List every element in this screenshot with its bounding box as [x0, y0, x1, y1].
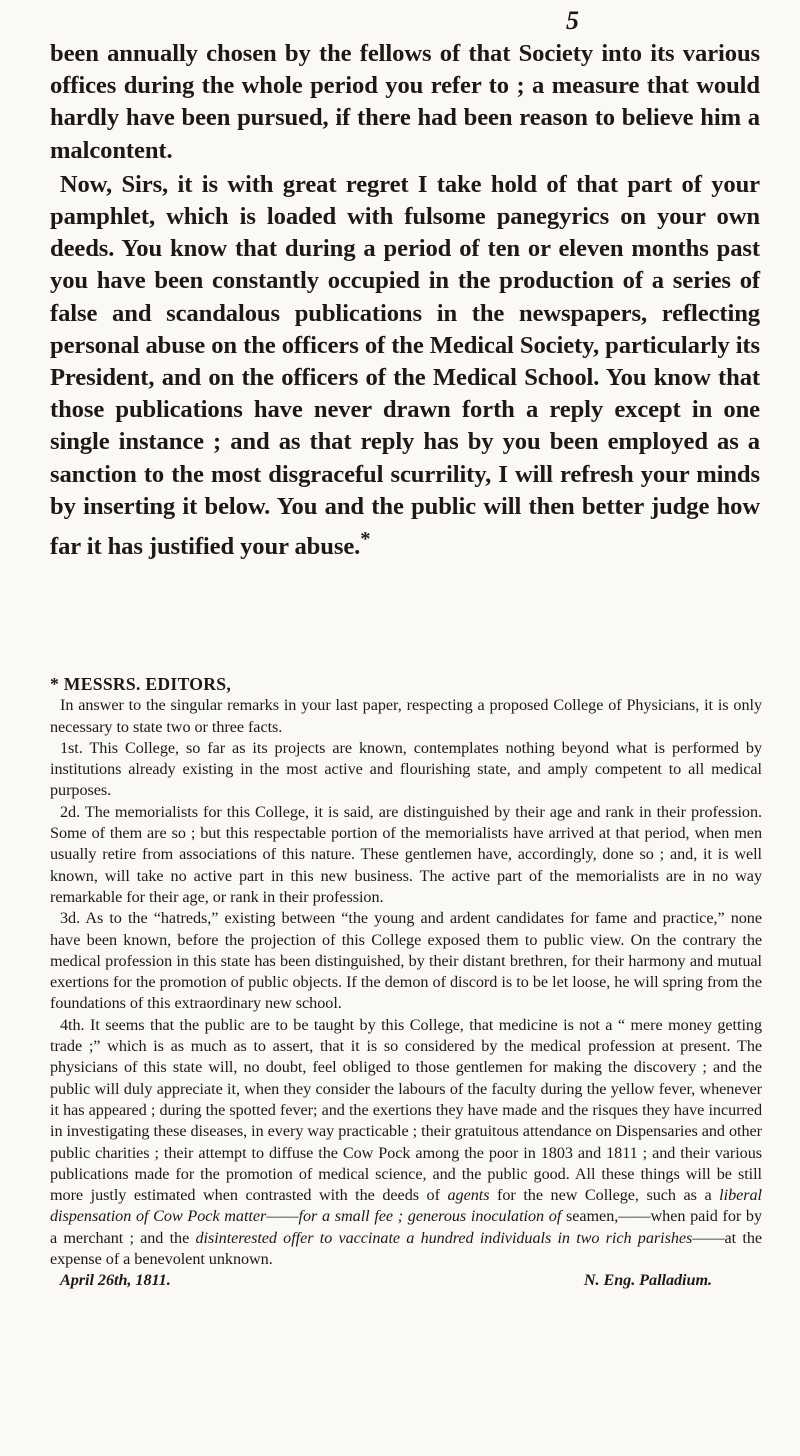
footnote-signoff — [50, 1270, 762, 1291]
liberal-dispensation-italic: liberal dispensation of Cow Pock matter — [50, 1186, 762, 1226]
footnote-point-3: 3d. As to the “hatreds,” existing between “the young and ardent candidates for fame and practice,” none have been known, before the projection of this College exposed them to public view. On the contrary the medical profession in this state has been distinguished, by their distant brethren, for their harmony and mutual exertions for the promotion of public objects. If the demon of discord is to be let loose, he will spring from the foundations of this extraordinary new school. — [50, 909, 762, 1013]
footnote-heading: * MESSRS. EDITORS, — [50, 674, 232, 694]
footnote-point-4: 4th. It seems that the public are to be taught by this College, that medicine is not a “ mere money getting trade ;” which is as much as to assert, that it is so considered by the medical profession at present. The physicians of this state will, no doubt, feel obliged to those gentlemen for making the discovery ; and the public will duly appreciate it, when they consider the labours of the faculty during the yellow fever, whenever it has appeared ; during the spotted fever; and the exertions they have made and the risques they have incurred in investigating these diseases, in every way practicable ; their gratuitous attendance on Dispensaries and other public charities ; their attempt to diffuse the Cow Pock among the poor in 1803 and 1811 ; and their various publications made for the promotion of medical science, and the public good. All these things will be still more justly estimated when contrasted with the deeds of agents for the new College, such as a liberal dispensation of Cow Pock matter——for a small fee ; generous inoculation of seamen,——when paid for by a merchant ; and the disinterested offer to vaccinate a hundred individuals in two rich parishes——at the expense of a benevolent unknown. — [50, 1015, 763, 1269]
footnote-marker: * — [360, 528, 371, 551]
footnote-date: April 26th, 1811. — [60, 1271, 171, 1290]
paragraph-pamphlet: Now, Sirs, it is with great regret I take hold of that part of your pamphlet, which is loaded with fulsome panegyrics on your own deeds. You know that during a period of ten or eleven months past you have been constantly occupied in the production of a series of false and scandalous publications in the newspapers, reflecting personal abuse on the officers of the Medical Society, particularly its President, and on the officers of the Medical School. You know that those publications have never drawn forth a reply except in one single instance ; and as that reply has by you been employed as a sanction to the most disgraceful scurrility, I will refresh your minds by inserting it below. You and the public will then better judge how far it has justified your abuse.* — [50, 170, 760, 561]
footnote-point-2: 2d. The memorialists for this College, it is said, are distinguished by their age and rank in their profession. Some of them are so ; but this respectable portion of the memorialists have arrived at that period, when men usually retire from associations of this nature. These gentlemen have, accordingly, done so ; and, it is well known, will take no active part in this new business. The active part of the memorialists are in no way remarkable for their age, or rank in their profession. — [50, 802, 762, 906]
footnote-point-1: 1st. This College, so far as its projects are known, contemplates nothing beyond what is performed by institutions already existing in the most active and flourishing state, and amply competent to all medical purposes. — [50, 738, 762, 800]
paragraph-continuation: been annually chosen by the fellows of that Society into its various offices during the whole period you refer to ; a measure that would hardly have been pursued, if there had been reason to believe him a malcontent. — [50, 40, 760, 164]
footnote-intro: In answer to the singular remarks in your last paper, respecting a proposed College of Physicians, it is only necessary to state two or three facts. — [50, 696, 762, 736]
main-text — [50, 38, 760, 563]
footnote — [50, 674, 762, 1292]
disinterested-offer-italic: disinterested offer to vaccinate a hundred individuals in two rich parishes — [195, 1228, 693, 1247]
page-number: 5 — [566, 6, 579, 35]
small-fee-italic: for a small fee ; generous inoculation of — [298, 1207, 562, 1226]
agents-italic: agents — [447, 1186, 490, 1205]
footnote-signature: N. Eng. Palladium. — [583, 1271, 712, 1290]
